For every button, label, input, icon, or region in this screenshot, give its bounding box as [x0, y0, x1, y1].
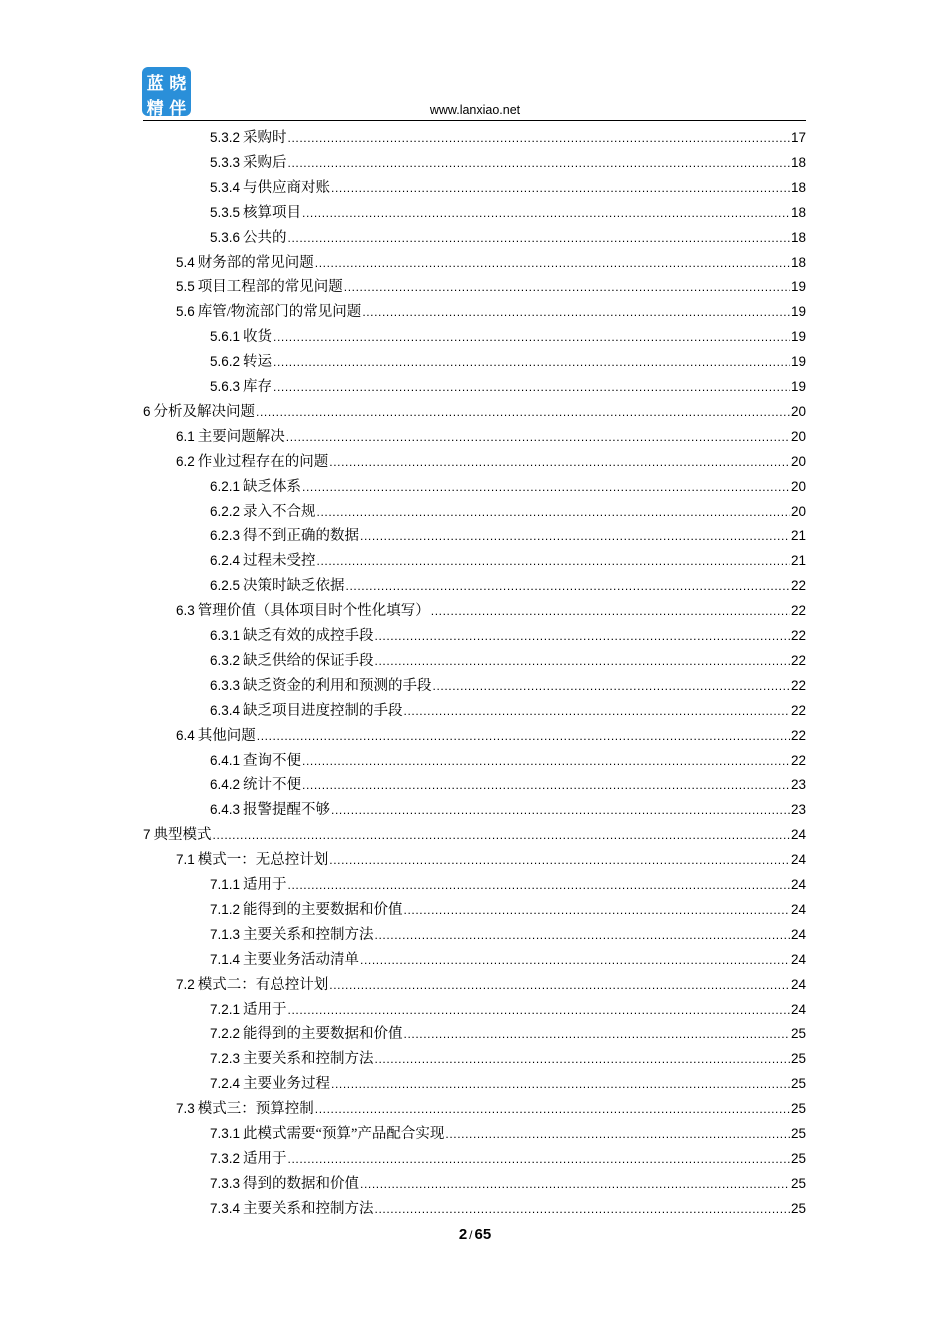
- toc-entry-title: 得不到正确的数据: [243, 528, 360, 545]
- toc-leader-dots: [302, 754, 790, 768]
- toc-entry-title: 主要问题解决: [197, 428, 285, 445]
- toc-entry-number: 7.1.4: [210, 951, 241, 967]
- toc-entry-number: 6.1: [176, 428, 195, 444]
- toc-entry[interactable]: [210, 126, 806, 148]
- toc-entry[interactable]: [210, 350, 806, 372]
- toc-entry-number: 5.6.3: [210, 379, 241, 394]
- toc-entry-number: 5.5: [176, 279, 195, 295]
- toc-leader-dots: [315, 1102, 790, 1116]
- toc-entry-page: 21: [790, 553, 806, 569]
- toc-leader-dots: [329, 455, 790, 469]
- toc-entry-page: 20: [790, 403, 806, 419]
- toc-entry-title: 主要业务过程: [243, 1076, 331, 1093]
- toc-entry-number: 7.2.1: [210, 1001, 241, 1017]
- toc-entry-page: 20: [790, 453, 806, 469]
- toc-entry-number: 6.4.3: [210, 802, 241, 818]
- toc-entry-page: 23: [790, 802, 806, 818]
- toc-leader-dots: [213, 828, 790, 842]
- toc-entry-page: 24: [790, 827, 806, 843]
- toc-entry[interactable]: [210, 151, 806, 173]
- toc-entry-title: 采购后: [243, 154, 287, 171]
- toc-entry-title: 模式一：无总控计划: [197, 852, 329, 869]
- toc-entry[interactable]: [210, 1047, 806, 1069]
- toc-entry[interactable]: [210, 524, 806, 546]
- toc-entry-page: 24: [790, 1001, 806, 1017]
- toc-entry-page: 17: [790, 130, 806, 145]
- logo-char: 晓: [169, 74, 187, 94]
- toc-entry[interactable]: [210, 624, 806, 646]
- toc-entry[interactable]: [143, 400, 806, 422]
- toc-entry-page: 19: [790, 354, 806, 370]
- toc-leader-dots: [375, 1052, 790, 1066]
- toc-leader-dots: [288, 1003, 790, 1017]
- page-number: [0, 1226, 950, 1243]
- toc-entry-title: 适用于: [243, 1001, 287, 1018]
- toc-entry-number: 5.3.3: [210, 154, 241, 170]
- toc-entry-title: 此模式需要“预算”产品配合实现: [243, 1126, 445, 1142]
- toc-entry-title: 采购时: [243, 130, 287, 146]
- toc-entry-title: 得到的数据和价值: [243, 1175, 360, 1192]
- toc-entry-page: 18: [790, 154, 806, 170]
- toc-entry-title: 管理价值（具体项目时个性化填写）: [197, 603, 430, 620]
- toc-entry-title: 录入不合规: [243, 503, 316, 520]
- toc-entry-title: 缺乏体系: [243, 478, 302, 495]
- toc-leader-dots: [273, 380, 790, 394]
- toc-entry-number: 7.2: [176, 976, 195, 992]
- toc-entry-number: 5.6.2: [210, 354, 241, 370]
- toc-leader-dots: [331, 803, 790, 817]
- toc-entry[interactable]: [176, 450, 806, 472]
- toc-entry-title: 决策时缺乏依据: [243, 578, 345, 595]
- toc-entry-title: 分析及解决问题: [153, 403, 256, 420]
- toc-entry-page: 21: [790, 528, 806, 544]
- toc-entry-number: 5.6.1: [210, 329, 241, 345]
- toc-entry-page: 22: [790, 578, 806, 594]
- toc-leader-dots: [331, 1077, 790, 1091]
- toc-leader-dots: [404, 1027, 790, 1041]
- toc-leader-dots: [360, 953, 790, 967]
- toc-entry-page: 24: [790, 852, 806, 868]
- toc-entry-page: 18: [790, 229, 806, 245]
- toc-entry[interactable]: [210, 923, 806, 945]
- toc-leader-dots: [375, 1202, 790, 1216]
- toc-entry-page: 25: [790, 1200, 806, 1216]
- toc-entry-page: 22: [790, 727, 806, 743]
- toc-leader-dots: [360, 529, 790, 543]
- toc-entry-page: 19: [790, 379, 806, 394]
- toc-entry-page: 25: [790, 1101, 806, 1117]
- toc-entry-page: 24: [790, 951, 806, 967]
- toc-entry-title: 典型模式: [153, 827, 212, 844]
- toc-leader-dots: [433, 679, 790, 693]
- toc-entry-title: 模式三：预算控制: [197, 1101, 314, 1118]
- toc-entry-number: 6: [143, 403, 151, 419]
- toc-leader-dots: [288, 131, 790, 145]
- toc-entry-number: 6.3.3: [210, 677, 241, 693]
- toc-entry-title: 主要关系和控制方法: [243, 1200, 374, 1217]
- toc-entry-page: 18: [790, 204, 806, 220]
- toc-entry[interactable]: [176, 973, 806, 995]
- toc-entry-page: 24: [790, 877, 806, 892]
- toc-entry[interactable]: [210, 226, 806, 248]
- toc-entry[interactable]: [143, 823, 806, 845]
- toc-leader-dots: [288, 1152, 790, 1166]
- toc-entry[interactable]: [210, 201, 806, 223]
- toc-leader-dots: [331, 181, 790, 195]
- logo-char: 蓝: [146, 74, 164, 94]
- toc-entry[interactable]: [210, 873, 806, 895]
- logo-char: 精: [146, 99, 164, 119]
- toc-entry-title: 财务部的常见问题: [197, 254, 314, 271]
- toc-leader-dots: [302, 480, 790, 494]
- toc-leader-dots: [257, 729, 790, 743]
- toc-entry-number: 7.2.4: [210, 1076, 241, 1092]
- toc-entry-number: 7.2.3: [210, 1051, 241, 1067]
- toc-entry-number: 6.4.1: [210, 752, 241, 768]
- toc-entry-title: 项目工程部的常见问题: [197, 279, 343, 296]
- toc-entry[interactable]: [210, 798, 806, 820]
- toc-leader-dots: [288, 878, 790, 892]
- toc-leader-dots: [362, 305, 790, 319]
- toc-entry-number: 7.3: [176, 1101, 195, 1117]
- toc-leader-dots: [375, 928, 790, 942]
- logo-char: 伴: [169, 99, 187, 119]
- toc-entry-page: 24: [790, 901, 806, 917]
- toc-entry[interactable]: [176, 1097, 806, 1119]
- toc-entry[interactable]: [210, 1072, 806, 1094]
- toc-leader-dots: [445, 1127, 790, 1141]
- toc-entry[interactable]: [210, 948, 806, 970]
- toc-leader-dots: [346, 579, 790, 593]
- toc-entry-title: 报警提醒不够: [243, 802, 331, 819]
- toc-entry-page: 19: [790, 279, 806, 295]
- toc-entry[interactable]: [176, 724, 806, 746]
- toc-leader-dots: [288, 231, 790, 245]
- toc-entry[interactable]: [210, 1147, 806, 1169]
- toc-entry-page: 22: [790, 702, 806, 718]
- toc-entry[interactable]: [176, 251, 806, 273]
- toc-entry[interactable]: [210, 475, 806, 497]
- header-divider: [143, 120, 806, 121]
- toc-entry-number: 5.3.5: [210, 204, 241, 220]
- toc-entry-number: 6.2.3: [210, 528, 241, 544]
- toc-entry-page: 25: [790, 1076, 806, 1092]
- toc-leader-dots: [256, 405, 790, 419]
- toc-entry-number: 6.3.4: [210, 702, 241, 718]
- toc-entry-page: 25: [790, 1150, 806, 1166]
- toc-entry[interactable]: [176, 275, 806, 297]
- toc-entry-page: 22: [790, 752, 806, 768]
- toc-entry-number: 6.2.1: [210, 478, 241, 494]
- toc-entry-title: 查询不便: [243, 752, 302, 769]
- toc-entry[interactable]: [176, 599, 806, 621]
- toc-entry-page: 24: [790, 976, 806, 992]
- toc-entry-number: 7.3.3: [210, 1175, 241, 1191]
- toc-entry-title: 公共的: [243, 229, 287, 246]
- toc-leader-dots: [286, 430, 790, 444]
- toc-entry-number: 5.6: [176, 304, 195, 320]
- toc-entry-number: 5.4: [176, 254, 195, 270]
- toc-leader-dots: [317, 505, 790, 519]
- toc-entry-page: 20: [790, 428, 806, 444]
- toc-entry-title: 核算项目: [243, 204, 302, 221]
- toc-entry-title: 作业过程存在的问题: [197, 453, 329, 470]
- toc-entry[interactable]: [210, 1022, 806, 1044]
- toc-entry-page: 22: [790, 677, 806, 693]
- toc-leader-dots: [431, 604, 790, 618]
- toc-entry-title: 与供应商对账: [243, 179, 331, 196]
- toc-entry-number: 6.2.4: [210, 553, 241, 569]
- toc-entry-number: 7.1.2: [210, 901, 241, 917]
- toc-entry-number: 7.2.2: [210, 1026, 241, 1042]
- toc-leader-dots: [315, 256, 790, 270]
- toc-entry[interactable]: [210, 898, 806, 920]
- toc-entry-title: 主要关系和控制方法: [243, 1051, 374, 1068]
- toc-entry-title: 缺乏资金的利用和预测的手段: [243, 677, 432, 694]
- toc-entry-title: 缺乏项目进度控制的手段: [243, 702, 403, 719]
- toc-entry-page: 22: [790, 652, 806, 668]
- toc-entry-title: 库管/物流部门的常见问题: [197, 304, 362, 321]
- toc-entry[interactable]: [210, 998, 806, 1020]
- toc-entry-number: 7.1: [176, 852, 195, 868]
- toc-leader-dots: [404, 903, 790, 917]
- toc-entry-number: 7.3.2: [210, 1150, 241, 1166]
- toc-entry-number: 7.3.1: [210, 1126, 241, 1141]
- toc-leader-dots: [302, 778, 790, 792]
- toc-leader-dots: [344, 280, 790, 294]
- page-separator: /: [469, 1228, 473, 1242]
- toc-entry-number: 5.3.2: [210, 130, 241, 145]
- toc-entry-title: 缺乏有效的成控手段: [243, 628, 374, 644]
- toc-entry-number: 7.1.1: [210, 877, 241, 892]
- toc-entry[interactable]: [210, 1172, 806, 1194]
- toc-leader-dots: [329, 978, 790, 992]
- toc-leader-dots: [360, 1177, 790, 1191]
- toc-entry-page: 23: [790, 777, 806, 793]
- toc-entry-page: 24: [790, 926, 806, 942]
- toc-entry-title: 收货: [243, 329, 273, 346]
- toc-entry-title: 适用于: [243, 1150, 287, 1167]
- toc-entry-page: 18: [790, 254, 806, 270]
- toc-entry-title: 适用于: [243, 877, 287, 893]
- toc-entry-title: 库存: [243, 379, 273, 395]
- toc-entry-number: 6.2.5: [210, 578, 241, 594]
- toc-entry[interactable]: [176, 848, 806, 870]
- toc-leader-dots: [375, 629, 790, 643]
- toc-entry-number: 6.3.1: [210, 628, 241, 643]
- toc-entry-title: 统计不便: [243, 777, 302, 794]
- toc-entry-title: 其他问题: [197, 727, 256, 744]
- toc-entry[interactable]: [210, 500, 806, 522]
- toc-leader-dots: [317, 554, 790, 568]
- toc-entry-title: 模式二：有总控计划: [197, 976, 329, 993]
- toc-entry-title: 能得到的主要数据和价值: [243, 1026, 403, 1043]
- toc-leader-dots: [288, 156, 790, 170]
- toc-entry[interactable]: [210, 699, 806, 721]
- toc-entry-number: 7: [143, 827, 151, 843]
- toc-entry-page: 18: [790, 179, 806, 195]
- toc-entry[interactable]: [210, 749, 806, 771]
- toc-entry-page: 19: [790, 304, 806, 320]
- toc-entry-number: 7.1.3: [210, 926, 241, 942]
- site-url[interactable]: www.lanxiao.net: [429, 103, 521, 117]
- toc-entry[interactable]: [210, 1122, 806, 1144]
- toc-entry-number: 5.3.6: [210, 229, 241, 245]
- toc-entry-title: 能得到的主要数据和价值: [243, 901, 403, 918]
- toc-leader-dots: [273, 330, 790, 344]
- total-pages: 65: [474, 1226, 492, 1243]
- toc-entry[interactable]: [210, 574, 806, 596]
- toc-entry-page: 25: [790, 1175, 806, 1191]
- toc-entry[interactable]: [210, 549, 806, 571]
- toc-leader-dots: [404, 704, 790, 718]
- toc-leader-dots: [273, 355, 790, 369]
- toc-entry-title: 转运: [243, 354, 273, 371]
- toc-entry[interactable]: [210, 649, 806, 671]
- toc-entry-number: 6.4: [176, 727, 195, 743]
- toc-entry-number: 6.2: [176, 453, 195, 469]
- toc-entry-number: 6.3.2: [210, 652, 241, 668]
- toc-entry-title: 缺乏供给的保证手段: [243, 652, 374, 669]
- toc-entry-title: 主要业务活动清单: [243, 951, 360, 968]
- toc-entry-page: 19: [790, 329, 806, 345]
- toc-entry-title: 过程未受控: [243, 553, 316, 570]
- toc-leader-dots: [302, 206, 790, 220]
- toc-entry-page: 20: [790, 478, 806, 494]
- toc-entry[interactable]: [210, 176, 806, 198]
- toc-entry-page: 20: [790, 503, 806, 519]
- toc-entry[interactable]: [210, 375, 806, 397]
- toc-entry-number: 6.4.2: [210, 777, 241, 793]
- toc-entry-page: 25: [790, 1126, 806, 1141]
- toc-entry[interactable]: [176, 300, 806, 322]
- toc-leader-dots: [375, 654, 790, 668]
- toc-entry-number: 6.3: [176, 603, 195, 619]
- toc-entry-number: 6.2.2: [210, 503, 241, 519]
- toc-entry-page: 25: [790, 1051, 806, 1067]
- toc-entry-number: 5.3.4: [210, 179, 241, 195]
- toc-entry-page: 25: [790, 1026, 806, 1042]
- toc-entry-title: 主要关系和控制方法: [243, 926, 374, 943]
- toc-leader-dots: [329, 853, 790, 867]
- toc-entry-page: 22: [790, 603, 806, 619]
- toc-entry[interactable]: [210, 674, 806, 696]
- current-page: 2: [458, 1226, 468, 1243]
- toc-entry[interactable]: [210, 773, 806, 795]
- toc-entry[interactable]: [210, 1197, 806, 1219]
- toc-entry-page: 22: [790, 628, 806, 643]
- toc-entry[interactable]: [210, 325, 806, 347]
- toc-entry[interactable]: [176, 425, 806, 447]
- toc-entry-number: 7.3.4: [210, 1200, 241, 1216]
